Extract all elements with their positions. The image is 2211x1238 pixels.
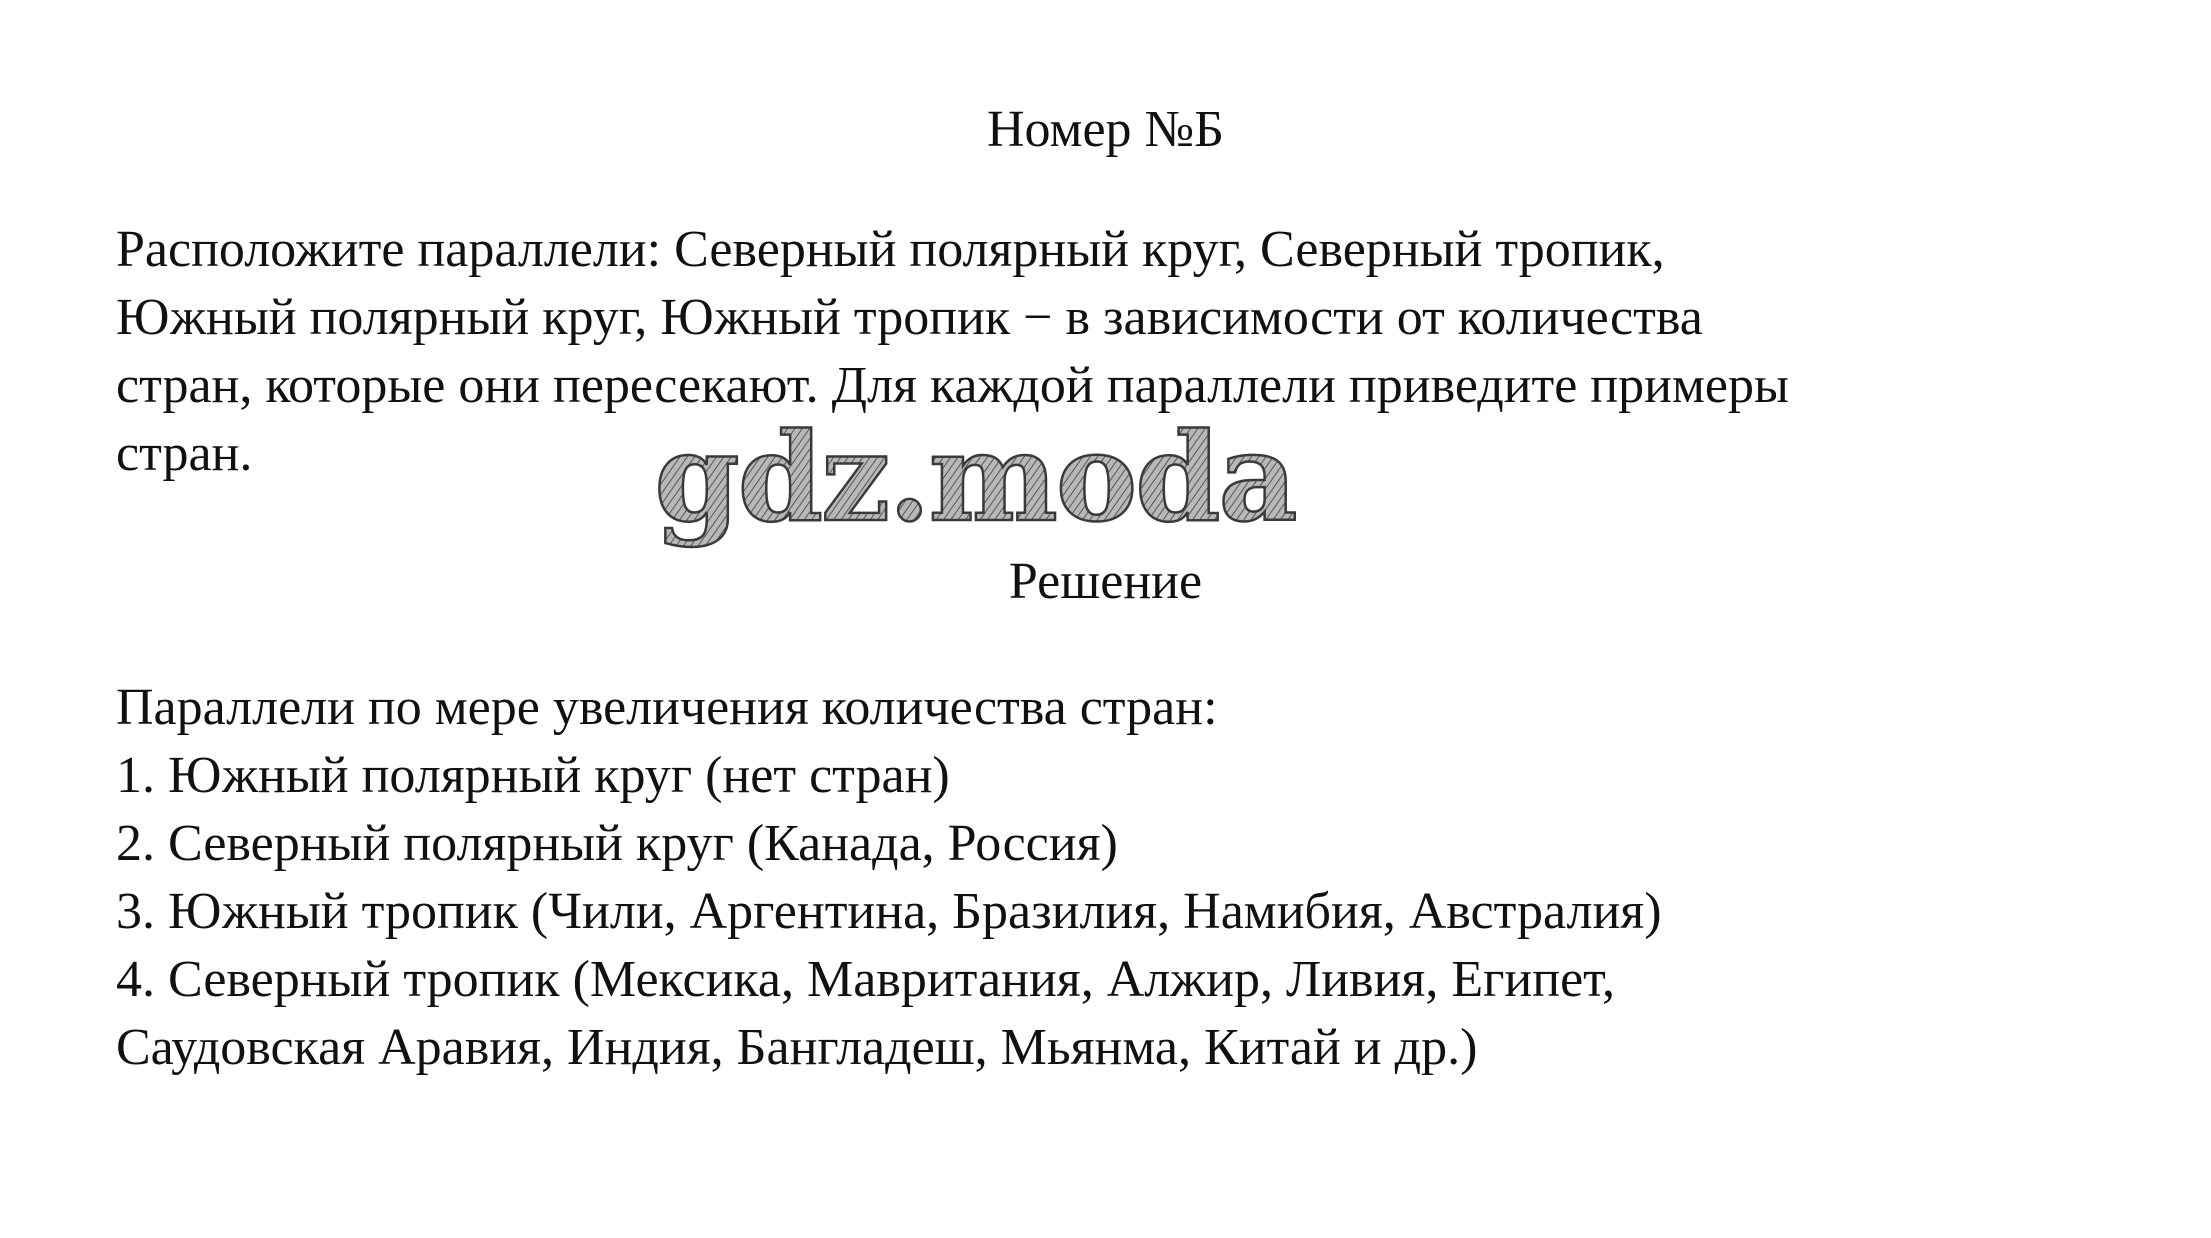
task-line: стран, которые они пересекают. Для каждой параллели приведите примеры (116, 357, 1789, 414)
watermark-text: gdz.moda (654, 415, 1296, 549)
list-item (116, 742, 2116, 810)
list-item-line: 4. Северный тропик (Мексика, Мавритания, Алжир, Ливия, Египет, (116, 951, 1615, 1008)
page-title: Номер №Б (986, 101, 1225, 158)
task-line: Южный полярный круг, Южный тропик − в зависимости от количества (116, 289, 1703, 346)
task-line: стран. (116, 425, 253, 482)
list-item-line: 2. Северный полярный круг (Канада, Россия) (116, 815, 1118, 872)
list-item (116, 810, 2116, 878)
list-item (116, 946, 2116, 1082)
solution-heading: Решение (1008, 553, 1203, 610)
list-item-line: 3. Южный тропик (Чили, Аргентина, Бразилия, Намибия, Австралия) (116, 883, 1662, 940)
parallels-list (116, 742, 2116, 1082)
list-item (116, 878, 2116, 946)
list-item-line: Саудовская Аравия, Индия, Бангладеш, Мьянма, Китай и др.) (116, 1019, 1478, 1076)
task-line: Расположите параллели: Северный полярный круг, Северный тропик, (116, 221, 1665, 278)
solution-intro: Параллели по мере увеличения количества стран: (116, 679, 1218, 736)
solution-body (116, 674, 2116, 1082)
task-statement (116, 216, 2116, 488)
list-item-line: 1. Южный полярный круг (нет стран) (116, 747, 950, 804)
